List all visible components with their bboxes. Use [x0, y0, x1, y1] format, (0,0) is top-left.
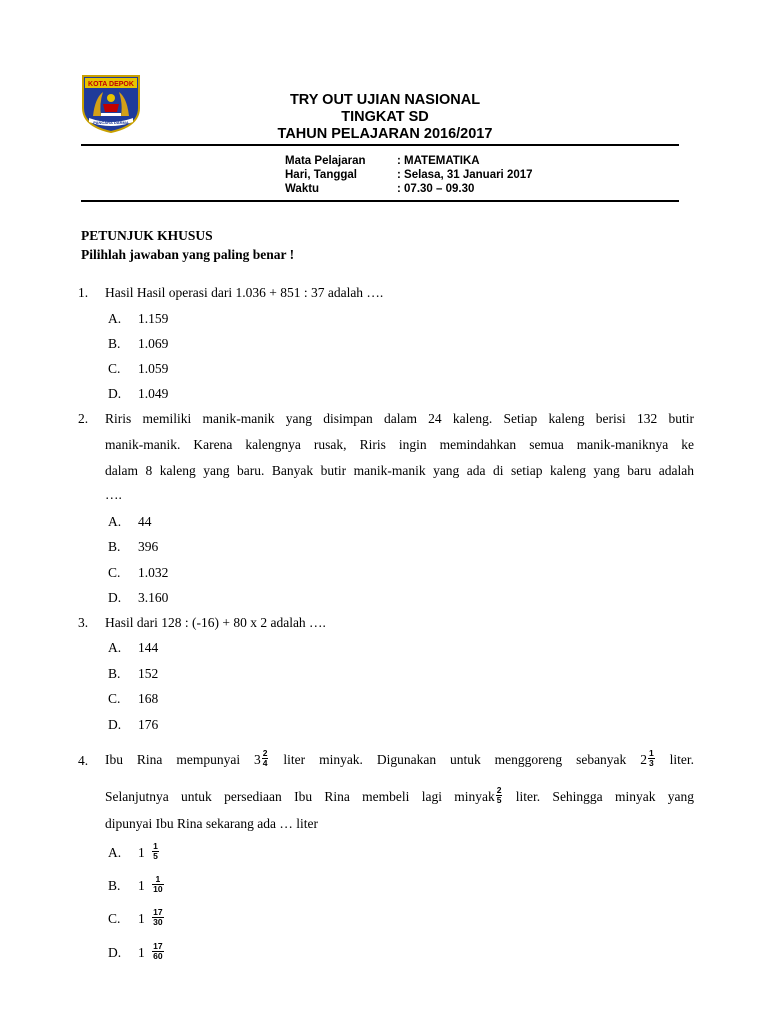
meta-value: : Selasa, 31 Januari 2017 — [397, 169, 533, 181]
option-letter: C. — [108, 691, 121, 706]
option-letter: C. — [108, 565, 121, 580]
meta-value: : MATEMATIKA — [397, 155, 480, 167]
option-letter: B. — [108, 666, 121, 681]
kota-depok-logo — [81, 74, 141, 134]
meta-label: Mata Pelajaran — [285, 155, 366, 167]
q4-fraction-2: $\frac{1}{3}$ — [648, 748, 654, 769]
meta-label: Hari, Tanggal — [285, 169, 357, 181]
option-letter: D. — [108, 717, 122, 732]
kota-depok-emblem-icon — [81, 74, 141, 134]
option-value: 1.069 — [138, 336, 169, 351]
meta-label: Waktu — [285, 183, 320, 195]
option-value: 176 — [138, 717, 159, 732]
option-value: 152 — [138, 666, 159, 681]
question-text: Hasil Hasil operasi dari 1.036 + 851 : 37 adalah …. — [105, 285, 384, 300]
q4-text-c: liter. — [669, 752, 695, 767]
header-title-line-3: TAHUN PELAJARAN 2016/2017 — [277, 126, 493, 142]
option-letter: D. — [108, 590, 122, 605]
question-number: 2. — [78, 411, 89, 426]
q4-text-b: liter minyak. Digunakan untuk menggoreng sebanyak — [283, 752, 627, 767]
option-value: 1.059 — [138, 361, 169, 376]
header-rule-top — [81, 144, 679, 146]
svg-text:KOTA DEPOK: KOTA DEPOK — [88, 81, 134, 88]
option-letter: B. — [108, 878, 121, 893]
option-value: 3.160 — [138, 590, 169, 605]
instructions-text: Pilihlah jawaban yang paling benar ! — [81, 247, 295, 262]
option-letter: C. — [108, 911, 121, 926]
option-value — [138, 836, 160, 870]
question-text-line: dalam 8 kaleng yang baru. Banyak butir manik-manik yang ada di setiap kaleng yang baru adalah — [105, 463, 694, 478]
option-whole: 1 — [138, 878, 145, 893]
question-text-line: …. — [105, 487, 122, 502]
option-whole: 1 — [138, 945, 145, 960]
option-value: 44 — [138, 514, 152, 529]
option-letter: A. — [108, 311, 122, 326]
q4-fraction-3: $\frac{2}{5}$ — [496, 785, 502, 806]
meta-value: : 07.30 – 09.30 — [397, 183, 475, 195]
option-fraction: $\frac{1}{10}$ — [153, 874, 163, 895]
instructions-heading: PETUNJUK KHUSUS — [81, 228, 213, 243]
option-value — [138, 936, 165, 970]
option-value — [138, 902, 165, 936]
option-fraction: $\frac{1}{5}$ — [153, 841, 158, 862]
question-text-line: dipunyai Ibu Rina sekarang ada … liter — [105, 816, 318, 831]
option-letter: C. — [108, 361, 121, 376]
option-fraction: $\frac{17}{60}$ — [153, 941, 163, 962]
svg-text:PANCARA DARMA: PANCARA DARMA — [93, 120, 129, 125]
q4-text-d: Selanjutnya untuk persediaan Ibu Rina membeli lagi minyak — [105, 789, 495, 804]
question-text: Hasil dari 128 : (-16) + 80 x 2 adalah …. — [105, 615, 326, 630]
question-text-line: manik-manik. Karena kalengnya rusak, Riris ingin memindahkan semua manik-maniknya ke — [105, 437, 694, 452]
option-whole: 1 — [138, 911, 145, 926]
option-value — [138, 869, 165, 903]
question-number: 4. — [78, 753, 89, 768]
question-number: 1. — [78, 285, 89, 300]
option-letter: D. — [108, 386, 122, 401]
option-letter: A. — [108, 640, 122, 655]
option-letter: D. — [108, 945, 122, 960]
option-letter: B. — [108, 539, 121, 554]
option-fraction: $\frac{17}{30}$ — [153, 907, 163, 928]
header-rule-bottom — [81, 200, 679, 202]
question-text-line: Riris memiliki manik-manik yang disimpan dalam 24 kaleng. Setiap kaleng berisi 132 butir — [105, 411, 694, 426]
option-whole: 1 — [138, 845, 145, 860]
option-value: 396 — [138, 539, 159, 554]
q4-whole-1: 3 — [254, 752, 261, 767]
header-title-line-1: TRY OUT UJIAN NASIONAL — [289, 92, 481, 108]
option-letter: B. — [108, 336, 121, 351]
question-number: 3. — [78, 615, 89, 630]
option-value: 144 — [138, 640, 159, 655]
q4-text-a: Ibu Rina mempunyai — [105, 752, 241, 767]
q4-fraction-1: $\frac{2}{4}$ — [262, 748, 268, 769]
option-letter: A. — [108, 845, 122, 860]
option-letter: A. — [108, 514, 122, 529]
header-title-line-2: TINGKAT SD — [341, 109, 429, 125]
q4-whole-2: 2 — [640, 752, 647, 767]
q4-text-e: liter. Sehingga minyak yang — [515, 789, 694, 804]
option-value: 1.049 — [138, 386, 169, 401]
question-text-line — [105, 745, 694, 775]
option-value: 1.159 — [138, 311, 169, 326]
option-value: 1.032 — [138, 565, 169, 580]
option-value: 168 — [138, 691, 159, 706]
question-text-line — [105, 782, 694, 812]
